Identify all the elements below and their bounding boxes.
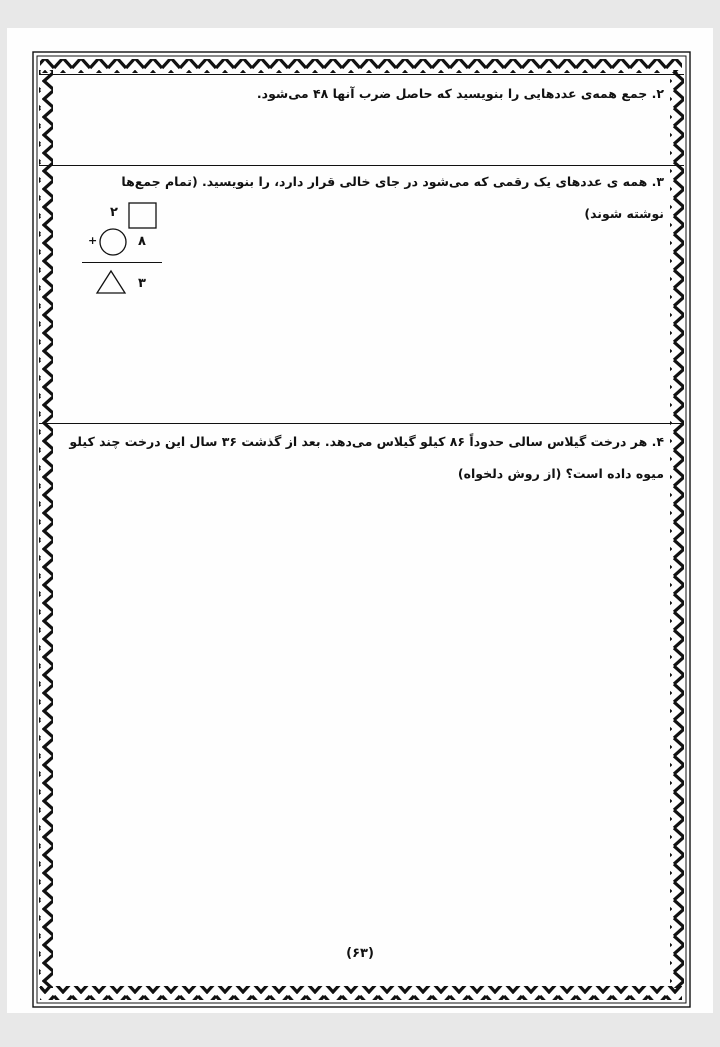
circle-blank-icon xyxy=(98,228,128,258)
sum-line xyxy=(82,262,162,263)
puzzle-result-digit: ۳ xyxy=(138,276,146,291)
section-divider-top xyxy=(39,74,684,75)
page-number: (۶۳) xyxy=(346,946,374,961)
puzzle-top-digit: ۲ xyxy=(110,205,118,220)
question-2: ۲. جمع همه‌ی عددهایی را بنویسید که حاصل ضرب آنها ۴۸ می‌شود. xyxy=(256,86,664,101)
triangle-blank-icon xyxy=(94,268,128,296)
section-divider-2 xyxy=(39,423,684,424)
question-4: ۴. هر درخت گیلاس سالی حدوداً ۸۶ کیلو گیلاس می‌دهد. بعد از گذشت ۳۶ سال این درخت چند کیلو میوه داده است؟ (از روش دلخواه) xyxy=(69,434,664,481)
puzzle-operator: + xyxy=(88,234,98,247)
question-3: ۳. همه ی عددهای یک رقمی که می‌شود در جای خالی قرار دارد، را بنویسید. (تمام جمع‌ها نوشته شوند) xyxy=(121,174,664,221)
square-blank-icon xyxy=(128,202,158,232)
puzzle-middle-digit: ۸ xyxy=(138,234,146,249)
addition-puzzle xyxy=(80,198,170,298)
